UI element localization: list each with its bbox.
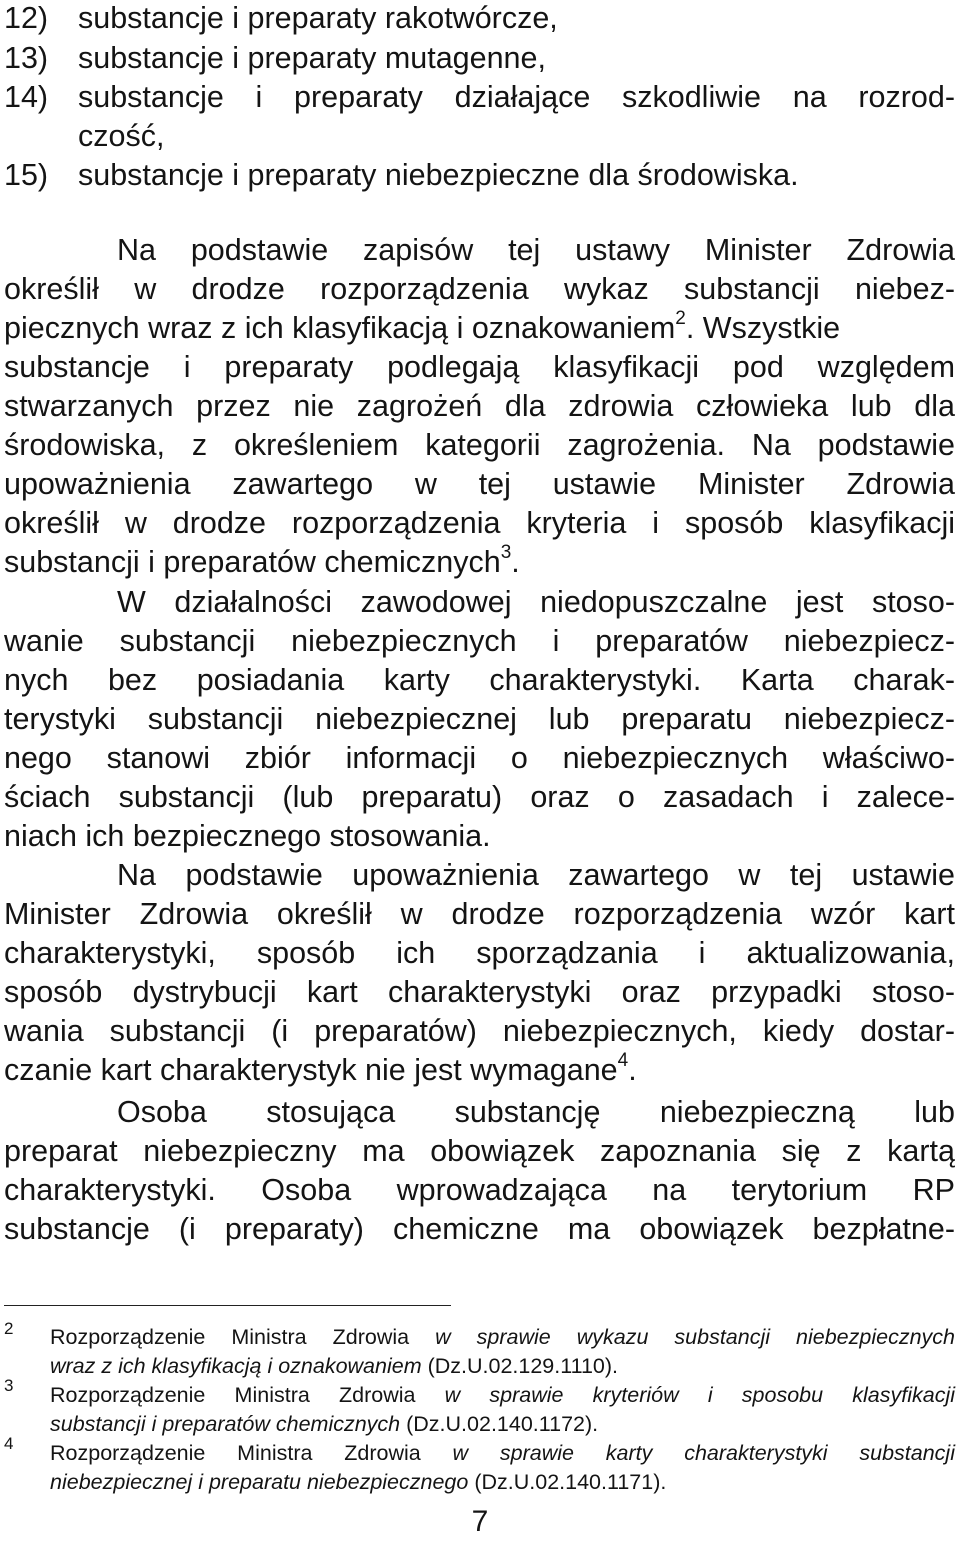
body-line: charakterystyki, sposób ich sporządzania i aktualizowania, [4,936,955,970]
body-line: czanie kart charakterystyk nie jest wymagane$^4$. [4,1049,637,1087]
body-line: Na podstawie zapisów tej ustawy Minister Zdrowia [117,233,955,267]
body-line: charakterystyki. Osoba wprowadzająca na terytorium RP [4,1173,955,1207]
body-line: nego stanowi zbiór informacji o niebezpiecznych właściwo- [4,741,955,775]
list-item-13: 13) substancje i preparaty mutagenne, [4,41,546,75]
footnote-line: substancji i preparatów chemicznych (Dz.U.02.140.1172). [50,1412,599,1436]
footnote-line: Rozporządzenie Ministra Zdrowia w sprawie kryteriów i sposobu klasyfikacji [50,1383,955,1407]
body-line: Minister Zdrowia określił w drodze rozporządzenia wzór kart [4,897,955,931]
body-line: niach ich bezpiecznego stosowania. [4,819,491,853]
body-line: substancje (i preparaty) chemiczne ma obowiązek bezpłatne- [4,1212,955,1246]
body-line: ściach substancji (lub preparatu) oraz o zasadach i zalece- [4,780,955,814]
footnote-line: niebezpiecznej i preparatu niebezpiecznego (Dz.U.02.140.1171). [50,1470,667,1494]
footnote-line: wraz z ich klasyfikacją i oznakowaniem (Dz.U.02.129.1110). [50,1354,619,1378]
body-line: Na podstawie upoważnienia zawartego w tej ustawie [117,858,955,892]
footnote-separator [4,1305,451,1306]
footnote-mark: 3 [4,1376,14,1395]
body-line: piecznych wraz z ich klasyfikacją i oznakowaniem$^2$. Wszystkie [4,307,841,345]
body-line: substancji i preparatów chemicznych$^3$. [4,541,520,579]
list-item-14: 14) substancje i preparaty działające szkodliwie na rozrod- [4,80,955,114]
body-line: nych bez posiadania karty charakterystyki. Karta charak- [4,663,955,697]
footnote-ref[interactable]: 2 [675,307,686,329]
footnote-ref[interactable]: 4 [617,1049,629,1071]
footnote-mark: 2 [4,1319,14,1338]
body-line: sposób dystrybucji kart charakterystyki oraz przypadki stoso- [4,975,955,1009]
footnote-ref[interactable]: 3 [500,541,512,563]
list-item-15: 15) substancje i preparaty niebezpieczne dla środowiska. [4,158,799,192]
body-line: wanie substancji niebezpiecznych i preparatów niebezpiecz- [4,624,955,658]
footnote-line: Rozporządzenie Ministra Zdrowia w sprawie karty charakterystyki substancji [50,1441,955,1465]
body-line: stwarzanych przez nie zagrożeń dla zdrowia człowieka lub dla [4,389,955,423]
body-line: upoważnienia zawartego w tej ustawie Minister Zdrowia [4,467,955,501]
footnote-mark: 4 [4,1434,14,1453]
list-item-12: 12) substancje i preparaty rakotwórcze, [4,1,558,35]
footnote-line: Rozporządzenie Ministra Zdrowia w sprawie wykazu substancji niebezpiecznych [50,1325,955,1349]
body-line: określił w drodze rozporządzenia kryteria i sposób klasyfikacji [4,506,955,540]
body-line: środowiska, z określeniem kategorii zagrożenia. Na podstawie [4,428,955,462]
body-line: preparat niebezpieczny ma obowiązek zapoznania się z kartą [4,1134,955,1168]
body-line: substancje i preparaty podlegają klasyfikacji pod względem [4,350,955,384]
body-line: W działalności zawodowej niedopuszczalne jest stoso- [117,585,955,619]
body-line: określił w drodze rozporządzenia wykaz substancji niebez- [4,272,955,306]
list-item-14-continuation: czość, [78,119,165,153]
page-number: 7 [471,1505,489,1538]
body-line: Osoba stosująca substancję niebezpieczną lub [117,1095,955,1129]
body-line: wania substancji (i preparatów) niebezpiecznych, kiedy dostar- [4,1014,955,1048]
body-line: terystyki substancji niebezpiecznej lub preparatu niebezpiecz- [4,702,955,736]
